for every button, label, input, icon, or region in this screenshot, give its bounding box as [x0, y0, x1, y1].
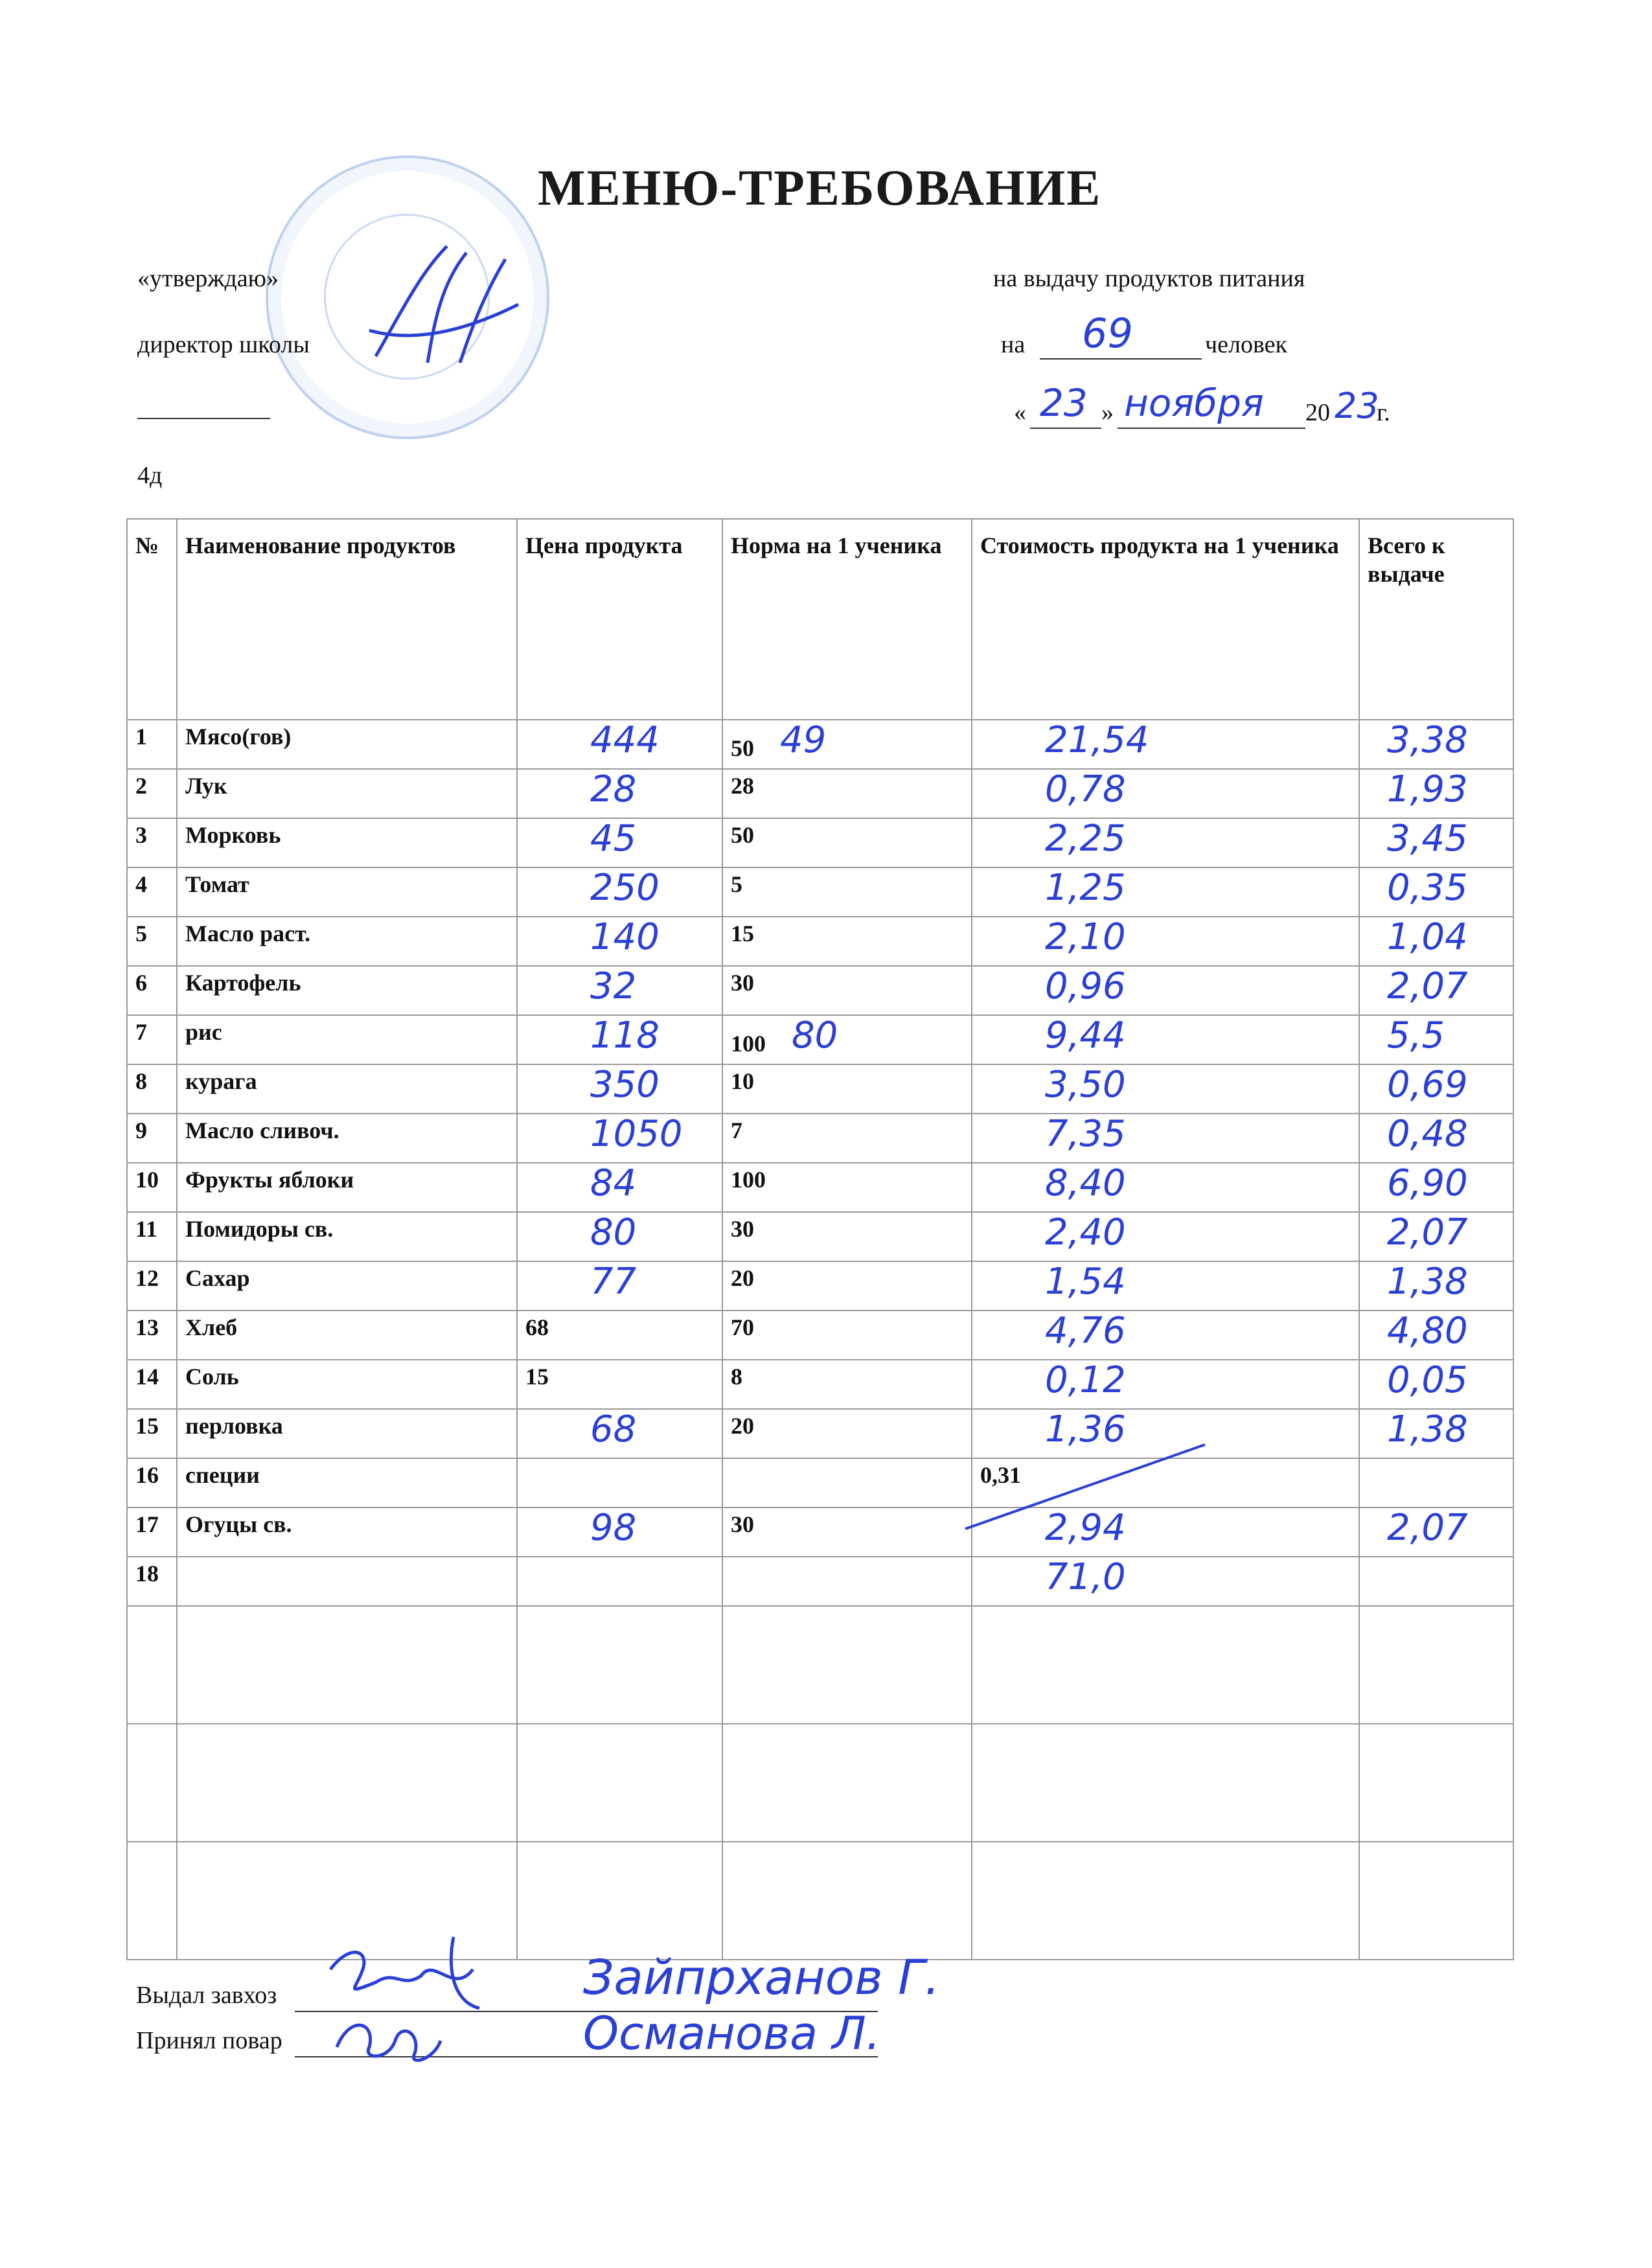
- cell-total: [1359, 769, 1513, 818]
- date-day-line: [1030, 428, 1101, 429]
- cell-norm: [722, 1114, 972, 1163]
- cook-signature: [324, 2008, 453, 2067]
- cell-number-value: 10: [135, 1167, 159, 1193]
- cell-norm: [722, 1163, 972, 1212]
- cell-norm: [722, 867, 972, 917]
- cell-number: [127, 720, 177, 769]
- cell-number: [127, 1064, 177, 1114]
- cell-total-value: 1,04: [1387, 917, 1468, 958]
- received-name: Османова Л.: [583, 2007, 881, 2060]
- cell-norm-value: 70: [731, 1314, 754, 1340]
- table-row: [127, 1557, 1513, 1606]
- cell-price: [517, 818, 722, 867]
- cell-price-value: 1050: [590, 1114, 683, 1155]
- table-row: [127, 1163, 1513, 1212]
- cell-price: [517, 1064, 722, 1114]
- cell-total: [1359, 1507, 1513, 1557]
- cell-number: [127, 1507, 177, 1557]
- cell-product-name: [177, 1311, 517, 1360]
- cell-number-value: 11: [135, 1216, 158, 1242]
- cell-product-name: [177, 966, 517, 1015]
- cell-norm: [722, 1261, 972, 1311]
- cell-price-value: 32: [590, 966, 637, 1007]
- director-label: директор школы: [137, 331, 310, 358]
- cell-total: [1359, 1557, 1513, 1606]
- header-total: Всего к выдаче: [1359, 519, 1513, 720]
- cell-cost-value: 4,76: [1045, 1311, 1126, 1352]
- cell-norm-value: 8: [731, 1364, 742, 1390]
- cell-norm: [722, 1507, 972, 1557]
- cell-total-value: 4,80: [1387, 1311, 1468, 1352]
- cell-price: [517, 769, 722, 818]
- cell-total: [1359, 720, 1513, 769]
- cell-product-name-value: Сахар: [185, 1265, 250, 1291]
- cell-cost: [972, 1015, 1359, 1064]
- table-row: [127, 966, 1513, 1015]
- cell-number: [127, 1557, 177, 1606]
- cell-price: [517, 1311, 722, 1360]
- cell-total-value: 2,07: [1387, 966, 1468, 1007]
- cell-price-value: 80: [590, 1212, 637, 1254]
- cell-number-value: 16: [135, 1462, 159, 1488]
- table-row: [127, 867, 1513, 917]
- header-number: №: [127, 519, 177, 720]
- cell-cost-value: 1,36: [1045, 1409, 1126, 1450]
- cell-number-value: 18: [135, 1561, 159, 1586]
- cell-number-value: 13: [135, 1314, 159, 1340]
- people-count: 69: [1082, 310, 1133, 357]
- cell-norm: [722, 917, 972, 966]
- header-price: Цена продукта: [517, 519, 722, 720]
- cell-product-name: [177, 1360, 517, 1409]
- cell-cost: [972, 769, 1359, 818]
- cell-product-name-value: Картофель: [185, 970, 301, 996]
- table-row: [127, 1064, 1513, 1114]
- cell-total-value: 0,48: [1387, 1114, 1468, 1155]
- cell-number: [127, 1114, 177, 1163]
- cell-norm: [722, 1409, 972, 1458]
- cell-number: [127, 966, 177, 1015]
- blank-row: [127, 1606, 1513, 1724]
- cell-cost: [972, 966, 1359, 1015]
- cell-cost: [972, 1064, 1359, 1114]
- cell-norm: [722, 1360, 972, 1409]
- cell-total-value: 1,38: [1387, 1409, 1468, 1450]
- table-row: [127, 769, 1513, 818]
- cell-product-name-value: специи: [185, 1462, 260, 1488]
- cell-norm-value: 10: [731, 1068, 754, 1094]
- date-year-end: г.: [1377, 399, 1390, 426]
- cell-product-name-value: Хлеб: [185, 1314, 238, 1340]
- cell-price-value: 15: [525, 1364, 549, 1390]
- cell-cost-value: 71,0: [1045, 1557, 1126, 1598]
- cell-number-value: 4: [135, 871, 147, 897]
- cell-price: [517, 917, 722, 966]
- cell-number: [127, 1163, 177, 1212]
- cell-product-name: [177, 1064, 517, 1114]
- cell-product-name-value: перловка: [185, 1413, 283, 1439]
- people-count-line: [1040, 358, 1202, 360]
- cell-norm: [722, 1212, 972, 1261]
- cell-number-value: 2: [135, 773, 147, 799]
- cell-total-value: 2,07: [1387, 1212, 1468, 1254]
- cell-cost: [972, 720, 1359, 769]
- cell-norm-value: 7: [731, 1117, 742, 1143]
- cell-product-name-value: Масло сливоч.: [185, 1117, 339, 1143]
- cell-price-value: 68: [525, 1314, 549, 1340]
- received-label: Принял повар: [136, 2027, 282, 2054]
- cell-cost-value: 1,25: [1045, 867, 1126, 909]
- cell-product-name: [177, 1409, 517, 1458]
- date-day: 23: [1040, 381, 1088, 425]
- table-row: [127, 720, 1513, 769]
- cell-total-value: 0,05: [1387, 1360, 1468, 1401]
- cell-cost: [972, 917, 1359, 966]
- cell-total: [1359, 1212, 1513, 1261]
- cell-cost-value: 9,44: [1045, 1015, 1126, 1057]
- cell-cost-value: 21,54: [1045, 720, 1149, 761]
- cell-price: [517, 1212, 722, 1261]
- cell-norm: [722, 1311, 972, 1360]
- cell-price: [517, 1114, 722, 1163]
- cell-price: [517, 1507, 722, 1557]
- table-row: [127, 1114, 1513, 1163]
- cell-price: [517, 1360, 722, 1409]
- cell-cost-value: 2,25: [1045, 818, 1126, 860]
- people-prefix: на: [1001, 331, 1026, 358]
- director-signature-line: [137, 418, 270, 419]
- cell-price-value: 68: [590, 1409, 637, 1450]
- cell-total-value: 6,90: [1387, 1163, 1468, 1204]
- cell-product-name-value: Морковь: [185, 822, 281, 848]
- cell-price-value: 98: [590, 1507, 637, 1549]
- cell-norm-corrected: 49: [780, 720, 827, 761]
- cell-number: [127, 1015, 177, 1064]
- cell-cost-value: 3,50: [1045, 1064, 1126, 1106]
- cell-norm: [722, 818, 972, 867]
- cell-product-name-value: курага: [185, 1068, 257, 1094]
- people-label: человек: [1205, 331, 1287, 358]
- cell-total: [1359, 917, 1513, 966]
- cell-total: [1359, 1409, 1513, 1458]
- table-row: [127, 818, 1513, 867]
- cell-number: [127, 1311, 177, 1360]
- cell-cost: [972, 1311, 1359, 1360]
- cell-price: [517, 1409, 722, 1458]
- cell-number-value: 8: [135, 1068, 147, 1094]
- cell-product-name: [177, 1114, 517, 1163]
- cell-total: [1359, 1360, 1513, 1409]
- table-row: [127, 1409, 1513, 1458]
- cell-number-value: 9: [135, 1117, 147, 1143]
- header-product-name: Наименование продуктов: [177, 519, 517, 720]
- cell-norm-corrected: 80: [792, 1015, 838, 1057]
- cell-norm-value: 30: [731, 970, 754, 996]
- menu-table: [126, 518, 1514, 1960]
- cell-total-value: 1,38: [1387, 1261, 1468, 1303]
- header-cost-per-student: Стоимость продукта на 1 ученика: [972, 519, 1359, 720]
- date-month: ноября: [1124, 381, 1264, 425]
- cell-total-value: 3,45: [1387, 818, 1468, 860]
- cell-product-name-value: Помидоры св.: [185, 1216, 334, 1242]
- cell-product-name: [177, 867, 517, 917]
- cell-number: [127, 1261, 177, 1311]
- cell-product-name: [177, 769, 517, 818]
- cell-total-value: 1,93: [1387, 769, 1468, 810]
- cell-price-value: 28: [590, 769, 637, 810]
- date-quote-open: «: [1014, 399, 1026, 426]
- cell-total: [1359, 1015, 1513, 1064]
- cell-norm-value: 20: [731, 1265, 754, 1291]
- cell-cost-value: 7,35: [1045, 1114, 1126, 1155]
- cell-product-name-value: Лук: [185, 773, 227, 799]
- cell-price: [517, 1163, 722, 1212]
- cell-product-name: [177, 1015, 517, 1064]
- cell-number: [127, 867, 177, 917]
- cell-cost-value: 0,31: [980, 1462, 1021, 1488]
- purpose-line: на выдачу продуктов питания: [993, 265, 1305, 292]
- cell-product-name: [177, 917, 517, 966]
- cell-cost-value: 2,40: [1045, 1212, 1126, 1254]
- header-norm: Норма на 1 ученика: [722, 519, 972, 720]
- cell-norm-value: 5: [731, 871, 742, 897]
- cell-product-name-value: Огуцы св.: [185, 1511, 292, 1537]
- cell-product-name-value: Соль: [185, 1364, 239, 1390]
- cell-norm-value: 15: [731, 921, 754, 946]
- cost-strike-line: [959, 1438, 1218, 1535]
- cell-price-value: 118: [590, 1015, 660, 1057]
- cell-norm-value: 100: [731, 1031, 766, 1057]
- cell-number-value: 3: [135, 822, 147, 848]
- cell-cost: [972, 1114, 1359, 1163]
- cell-total: [1359, 1261, 1513, 1311]
- cell-norm: [722, 1015, 972, 1064]
- cell-product-name-value: рис: [185, 1019, 222, 1045]
- cell-cost-value: 2,10: [1045, 917, 1126, 958]
- cell-number-value: 17: [135, 1511, 159, 1537]
- cell-cost: [972, 867, 1359, 917]
- approve-label: «утверждаю»: [137, 265, 279, 292]
- cell-total: [1359, 1458, 1513, 1507]
- storekeeper-signature: [324, 1930, 505, 2015]
- table-row: [127, 1360, 1513, 1409]
- cell-product-name: [177, 1507, 517, 1557]
- cell-product-name: [177, 720, 517, 769]
- cell-product-name: [177, 818, 517, 867]
- director-signature: [363, 233, 525, 382]
- cell-product-name: [177, 1163, 517, 1212]
- cell-cost: [972, 1360, 1359, 1409]
- table-row: [127, 1311, 1513, 1360]
- table-row: [127, 1458, 1513, 1507]
- cell-cost-value: 8,40: [1045, 1163, 1126, 1204]
- cell-product-name-value: Томат: [185, 871, 249, 897]
- cell-norm-value: 50: [731, 735, 754, 761]
- cell-number: [127, 917, 177, 966]
- cell-norm-value: 50: [731, 822, 754, 848]
- cell-cost-value: 0,78: [1045, 769, 1126, 810]
- cell-price-value: 350: [590, 1064, 660, 1106]
- cell-product-name-value: Фрукты яблоки: [185, 1167, 354, 1193]
- cell-price-value: 84: [590, 1163, 637, 1204]
- cell-cost: [972, 1163, 1359, 1212]
- cell-product-name-value: Мясо(гов): [185, 724, 292, 750]
- blank-row: [127, 1724, 1513, 1842]
- cell-total: [1359, 1163, 1513, 1212]
- cell-product-name: [177, 1261, 517, 1311]
- cell-product-name: [177, 1458, 517, 1507]
- cell-number-value: 14: [135, 1364, 159, 1390]
- cell-norm-value: 30: [731, 1216, 754, 1242]
- cell-number: [127, 1409, 177, 1458]
- table-row: [127, 1212, 1513, 1261]
- cell-price: [517, 720, 722, 769]
- cell-cost: [972, 1261, 1359, 1311]
- cell-norm-value: 100: [731, 1167, 766, 1193]
- table-row: [127, 1015, 1513, 1064]
- cell-price-value: 140: [590, 917, 660, 958]
- cell-product-name: [177, 1212, 517, 1261]
- cell-number-value: 12: [135, 1265, 159, 1291]
- cell-total-value: 5,5: [1387, 1015, 1445, 1057]
- cell-total-value: 0,35: [1387, 867, 1468, 909]
- cell-norm-value: 30: [731, 1511, 754, 1537]
- cell-number: [127, 1212, 177, 1261]
- cell-number: [127, 1360, 177, 1409]
- cell-total-value: 0,69: [1387, 1064, 1468, 1106]
- cell-total: [1359, 966, 1513, 1015]
- cell-norm: [722, 1064, 972, 1114]
- cell-norm: [722, 966, 972, 1015]
- table-row: [127, 917, 1513, 966]
- table-row: [127, 1507, 1513, 1557]
- date-year-prefix: 20: [1305, 399, 1330, 426]
- cell-price: [517, 966, 722, 1015]
- cell-cost: [972, 1557, 1359, 1606]
- cell-norm: [722, 1557, 972, 1606]
- cell-price: [517, 1015, 722, 1064]
- cell-cost-value: 1,54: [1045, 1261, 1126, 1303]
- cell-total: [1359, 818, 1513, 867]
- cell-norm: [722, 1458, 972, 1507]
- cell-norm: [722, 769, 972, 818]
- cell-total: [1359, 867, 1513, 917]
- document-title: МЕНЮ-ТРЕБОВАНИЕ: [538, 159, 1102, 216]
- cell-cost: [972, 1212, 1359, 1261]
- cell-product-name: [177, 1557, 517, 1606]
- issued-label: Выдал завхоз: [136, 1982, 277, 2009]
- cell-price-value: 45: [590, 818, 637, 860]
- cell-number: [127, 769, 177, 818]
- cell-price: [517, 1458, 722, 1507]
- cell-cost-value: 0,12: [1045, 1360, 1126, 1401]
- cell-number: [127, 818, 177, 867]
- cell-total: [1359, 1064, 1513, 1114]
- cell-number: [127, 1458, 177, 1507]
- cell-total-value: 3,38: [1387, 720, 1468, 761]
- cell-number-value: 5: [135, 921, 147, 946]
- cell-cost-value: 0,96: [1045, 966, 1126, 1007]
- cell-price: [517, 1261, 722, 1311]
- cell-norm-value: 20: [731, 1413, 754, 1439]
- cell-norm: [722, 720, 972, 769]
- cell-price: [517, 1557, 722, 1606]
- cell-number-value: 1: [135, 724, 147, 750]
- cell-total: [1359, 1114, 1513, 1163]
- cell-number-value: 15: [135, 1413, 159, 1439]
- cell-cost: [972, 818, 1359, 867]
- cell-price-value: 444: [590, 720, 660, 761]
- cell-price-value: 250: [590, 867, 660, 909]
- cell-price: [517, 867, 722, 917]
- class-label: 4д: [137, 462, 163, 489]
- cell-number-value: 6: [135, 970, 147, 996]
- date-month-line: [1118, 428, 1305, 429]
- cell-cost-value: 2,94: [1045, 1507, 1126, 1549]
- cell-product-name-value: Масло раст.: [185, 921, 311, 946]
- date-quote-close: »: [1101, 399, 1114, 426]
- table-row: [127, 1261, 1513, 1311]
- issued-name: Зайпрханов Г.: [583, 1950, 940, 2006]
- cell-norm-value: 28: [731, 773, 754, 799]
- cell-total-value: 2,07: [1387, 1507, 1468, 1549]
- cell-price-value: 77: [590, 1261, 637, 1303]
- table-header-row: [127, 519, 1513, 720]
- cell-number-value: 7: [135, 1019, 147, 1045]
- cell-total: [1359, 1311, 1513, 1360]
- date-year-suffix: 23: [1335, 385, 1379, 426]
